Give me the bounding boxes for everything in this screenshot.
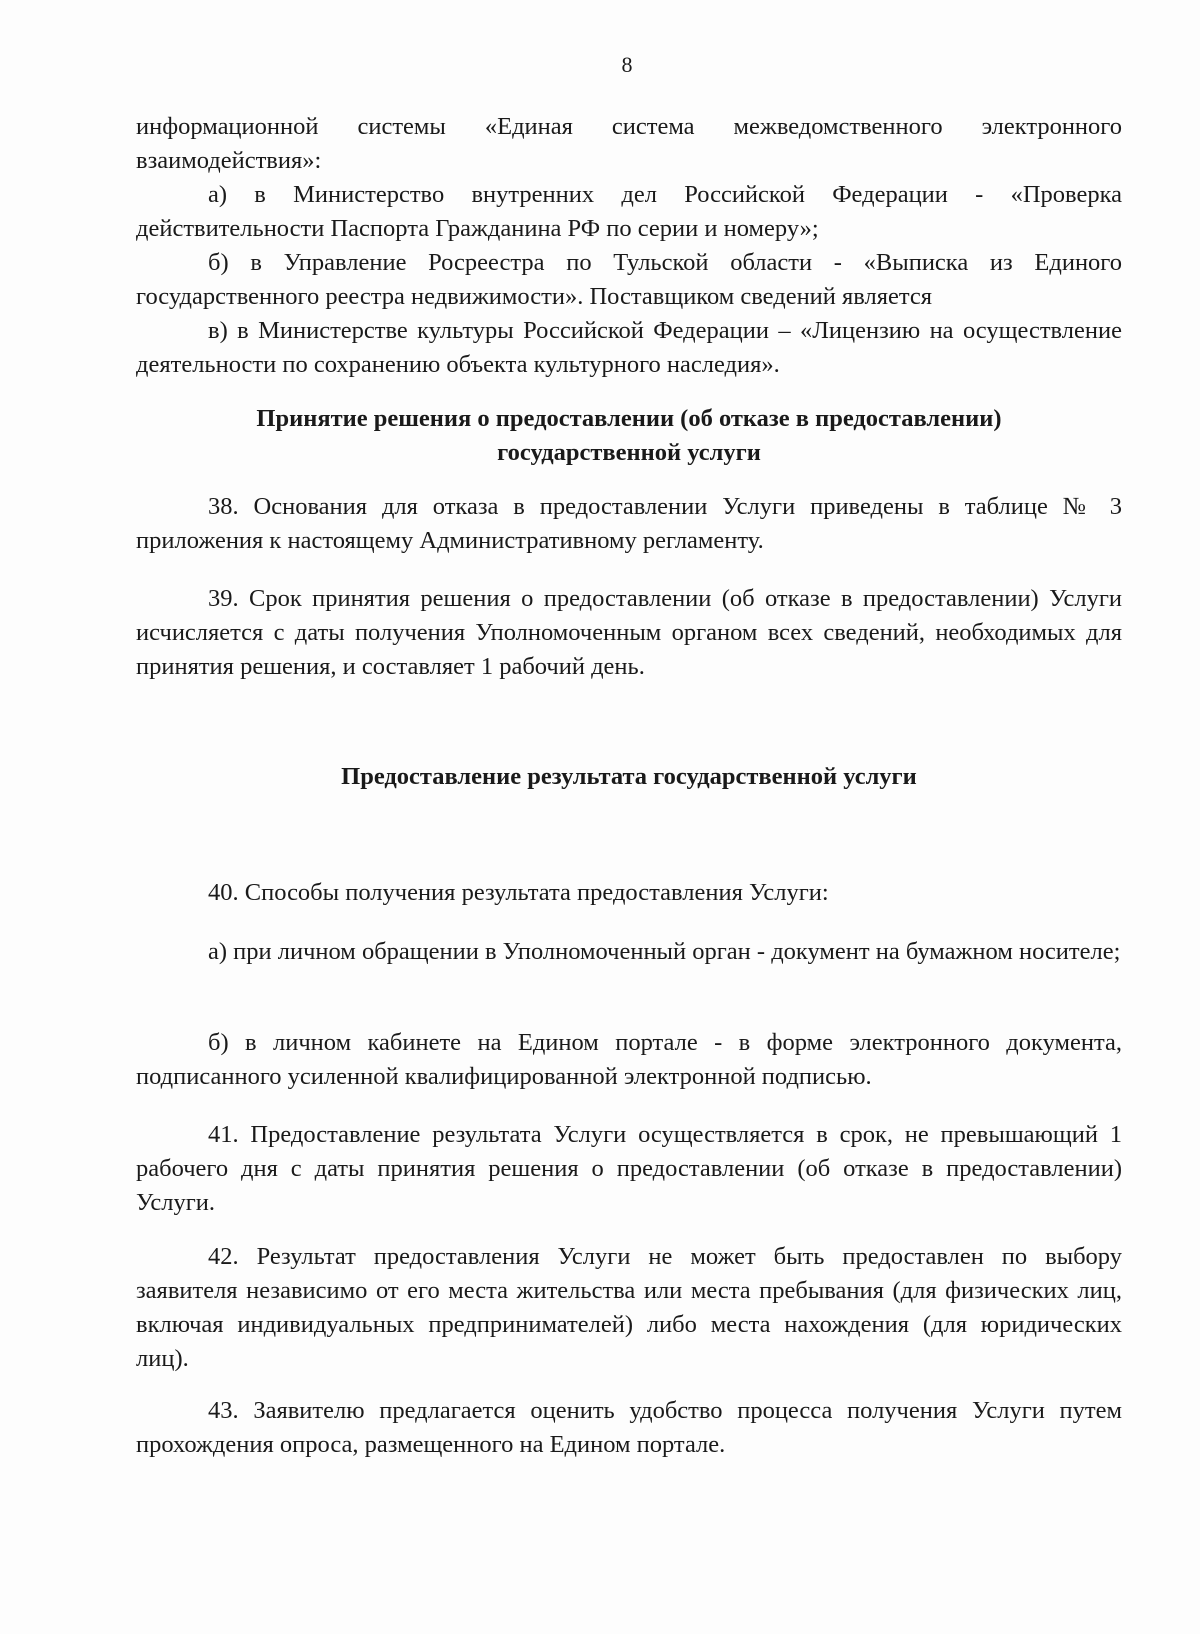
paragraph-41 xyxy=(136,1118,1122,1220)
paragraph-43-text: 43. Заявителю предлагается оценить удобство процесса получения Услуги путем прохождения опроса, размещенного на Едином портале. xyxy=(136,1397,1122,1458)
interagency-requests-section xyxy=(136,110,1122,382)
paragraph-item-v: в) в Министерстве культуры Российской Федерации – «Лицензию на осуществление деятельности по сохранению объекта культурного наследия». xyxy=(136,317,1122,378)
paragraph-39 xyxy=(136,582,1122,684)
paragraph-40-b xyxy=(136,1026,1122,1094)
paragraph-40-text: 40. Способы получения результата предоставления Услуги: xyxy=(208,879,829,906)
paragraph-43 xyxy=(136,1394,1122,1462)
paragraph-40-a-text: а) при личном обращении в Уполномоченный орган - документ на бумажном носителе; xyxy=(208,938,1121,965)
section-heading-result: Предоставление результата государственной услуги xyxy=(341,763,917,790)
heading-line-2: государственной услуги xyxy=(497,439,761,466)
paragraph-39-text: 39. Срок принятия решения о предоставлении (об отказе в предоставлении) Услуги исчисляется с даты получения Уполномоченным органом всех сведений, необходимых для принятия решения, и составляет 1 рабочий день. xyxy=(136,585,1122,680)
paragraph-42-text: 42. Результат предоставления Услуги не может быть предоставлен по выбору заявителя независимо от его места жительства или места пребывания (для физических лиц, включая индивидуальных предпринимателей) либо места нахождения (для юридических лиц). xyxy=(136,1243,1122,1372)
paragraph-40-a xyxy=(136,935,1122,969)
page-number: 8 xyxy=(621,52,633,77)
paragraph-40-b-text: б) в личном кабинете на Едином портале - в форме электронного документа, подписанного усиленной квалифицированной электронной подписью. xyxy=(136,1029,1122,1090)
paragraph-38 xyxy=(136,490,1122,558)
paragraph-38-text: 38. Основания для отказа в предоставлении Услуги приведены в таблице № 3 приложения к настоящему Административному регламенту. xyxy=(136,493,1122,554)
section-heading-decision xyxy=(136,402,1122,470)
paragraph-41-text: 41. Предоставление результата Услуги осуществляется в срок, не превышающий 1 рабочего дня с даты принятия решения о предоставлении (об отказе в предоставлении) Услуги. xyxy=(136,1121,1122,1216)
paragraph-continuation: информационной системы «Единая система межведомственного электронного взаимодействия»: xyxy=(136,113,1122,174)
heading-line-1: Принятие решения о предоставлении (об отказе в предоставлении) xyxy=(256,405,1002,432)
paragraph-item-a: а) в Министерство внутренних дел Российской Федерации - «Проверка действительности Паспорта Гражданина РФ по серии и номеру»; xyxy=(136,181,1122,242)
paragraph-42 xyxy=(136,1240,1122,1376)
paragraph-item-b: б) в Управление Росреестра по Тульской области - «Выписка из Единого государственного реестра недвижимости». Поставщиком сведений является xyxy=(136,249,1122,310)
paragraph-40 xyxy=(136,876,1122,910)
